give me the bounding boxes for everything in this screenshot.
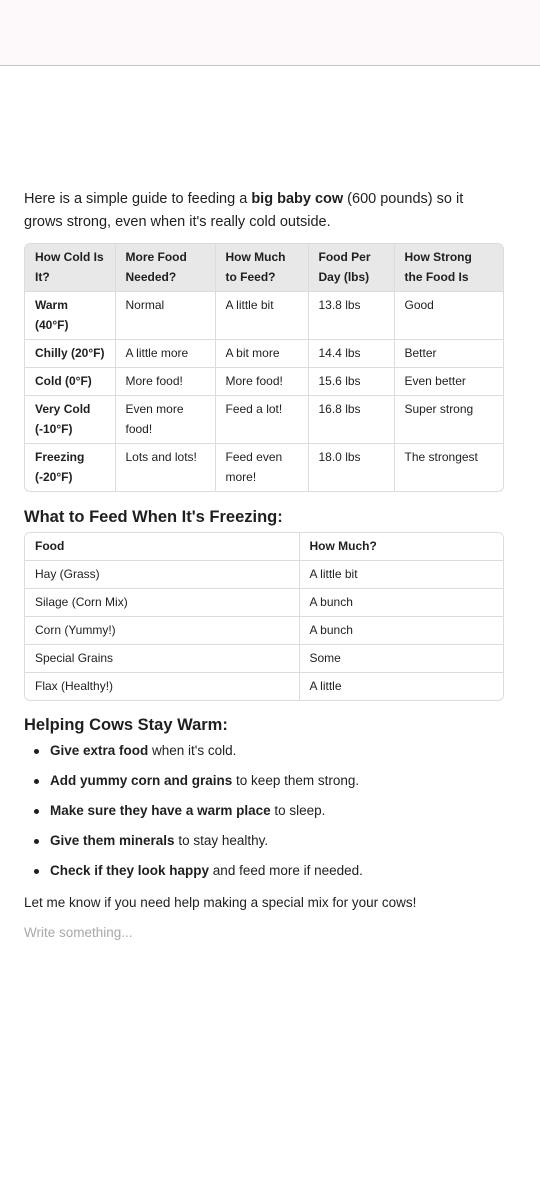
tip-bold-text: Make sure they have a warm place bbox=[50, 803, 271, 818]
table-cell: 15.6 lbs bbox=[308, 368, 394, 396]
feed-table-header-cell: How Strong the Food Is bbox=[394, 244, 503, 292]
intro-bold-text: big baby cow bbox=[251, 191, 344, 207]
feed-table-header-cell: Food Per Day (lbs) bbox=[308, 244, 394, 292]
table-cell: Good bbox=[394, 292, 503, 340]
table-cell: Even better bbox=[394, 368, 503, 396]
table-cell: Better bbox=[394, 340, 503, 368]
tip-text: to sleep. bbox=[270, 803, 326, 818]
table-cell: Very Cold (-10°F) bbox=[25, 396, 115, 444]
feed-table bbox=[25, 244, 503, 491]
list-item bbox=[24, 741, 504, 761]
list-item bbox=[24, 771, 504, 791]
table-cell: A little more bbox=[115, 340, 215, 368]
table-row bbox=[25, 673, 503, 701]
freezing-table-header-cell: How Much? bbox=[299, 533, 503, 561]
table-cell: Corn (Yummy!) bbox=[25, 617, 299, 645]
top-bar bbox=[0, 0, 540, 66]
table-cell: More food! bbox=[215, 368, 308, 396]
intro-text-end: (600 pounds) so it grows strong, even when it's really cold outside. bbox=[24, 191, 464, 230]
table-cell: A little bit bbox=[215, 292, 308, 340]
stay-warm-heading: Helping Cows Stay Warm: bbox=[24, 716, 228, 734]
table-row bbox=[25, 292, 503, 340]
table-cell: Special Grains bbox=[25, 645, 299, 673]
feed-table-header-cell: More Food Needed? bbox=[115, 244, 215, 292]
table-cell: Chilly (20°F) bbox=[25, 340, 115, 368]
table-cell: Super strong bbox=[394, 396, 503, 444]
table-cell: More food! bbox=[115, 368, 215, 396]
tip-text: to stay healthy. bbox=[174, 833, 269, 848]
table-cell: A bunch bbox=[299, 617, 503, 645]
table-cell: Silage (Corn Mix) bbox=[25, 589, 299, 617]
table-cell: A bunch bbox=[299, 589, 503, 617]
table-cell: 14.4 lbs bbox=[308, 340, 394, 368]
freezing-feed-table bbox=[25, 533, 503, 700]
table-row bbox=[25, 340, 503, 368]
table-row bbox=[25, 645, 503, 673]
table-cell: Warm (40°F) bbox=[25, 292, 115, 340]
table-cell: Feed even more! bbox=[215, 444, 308, 492]
table-cell: 18.0 lbs bbox=[308, 444, 394, 492]
table-row bbox=[25, 561, 503, 589]
table-cell: The strongest bbox=[404, 450, 478, 464]
intro-paragraph bbox=[24, 188, 504, 234]
closing-paragraph: Let me know if you need help making a special mix for your cows! bbox=[24, 895, 417, 910]
tip-text: and feed more if needed. bbox=[209, 863, 363, 878]
response-content bbox=[24, 188, 504, 943]
tip-text: to keep them strong. bbox=[232, 773, 360, 788]
table-cell: A little bit bbox=[299, 561, 503, 589]
feed-table-header-cell: How Much to Feed? bbox=[215, 244, 308, 292]
table-cell: Lots and lots! bbox=[115, 444, 215, 492]
freezing-table-container bbox=[24, 532, 504, 701]
table-cell: A little bbox=[309, 679, 342, 693]
table-row bbox=[25, 396, 503, 444]
list-item bbox=[24, 801, 504, 821]
table-cell: Flax (Healthy!) bbox=[25, 673, 299, 701]
tip-bold-text: Check if they look happy bbox=[50, 863, 210, 878]
table-cell: Feed a lot! bbox=[215, 396, 308, 444]
freezing-table-header-row bbox=[25, 533, 503, 561]
list-item bbox=[24, 831, 504, 851]
list-item bbox=[24, 861, 504, 881]
warmth-tips-list bbox=[24, 741, 504, 881]
table-cell: Normal bbox=[115, 292, 215, 340]
feed-table-container bbox=[24, 243, 504, 492]
tip-bold-text: Add yummy corn and grains bbox=[50, 773, 233, 788]
table-cell: 13.8 lbs bbox=[308, 292, 394, 340]
tip-bold-text: Give extra food bbox=[50, 743, 149, 758]
tip-text: when it's cold. bbox=[148, 743, 237, 758]
table-cell: Even more food! bbox=[115, 396, 215, 444]
table-row bbox=[25, 589, 503, 617]
table-row bbox=[25, 617, 503, 645]
intro-text-start: Here is a simple guide to feeding a bbox=[24, 191, 252, 207]
table-cell: Some bbox=[299, 645, 503, 673]
table-cell: 16.8 lbs bbox=[308, 396, 394, 444]
table-row bbox=[25, 368, 503, 396]
feed-table-header-cell: How Cold Is It? bbox=[25, 244, 115, 292]
table-cell: A bit more bbox=[215, 340, 308, 368]
tip-bold-text: Give them minerals bbox=[50, 833, 175, 848]
table-row bbox=[25, 444, 503, 492]
message-input[interactable] bbox=[24, 923, 504, 943]
table-cell: Hay (Grass) bbox=[25, 561, 299, 589]
feed-table-header-row bbox=[25, 244, 503, 292]
table-cell: Freezing (-20°F) bbox=[25, 444, 115, 492]
freezing-table-header-cell: Food bbox=[25, 533, 299, 561]
table-cell: Cold (0°F) bbox=[25, 368, 115, 396]
freezing-feed-heading: What to Feed When It's Freezing: bbox=[24, 508, 283, 526]
